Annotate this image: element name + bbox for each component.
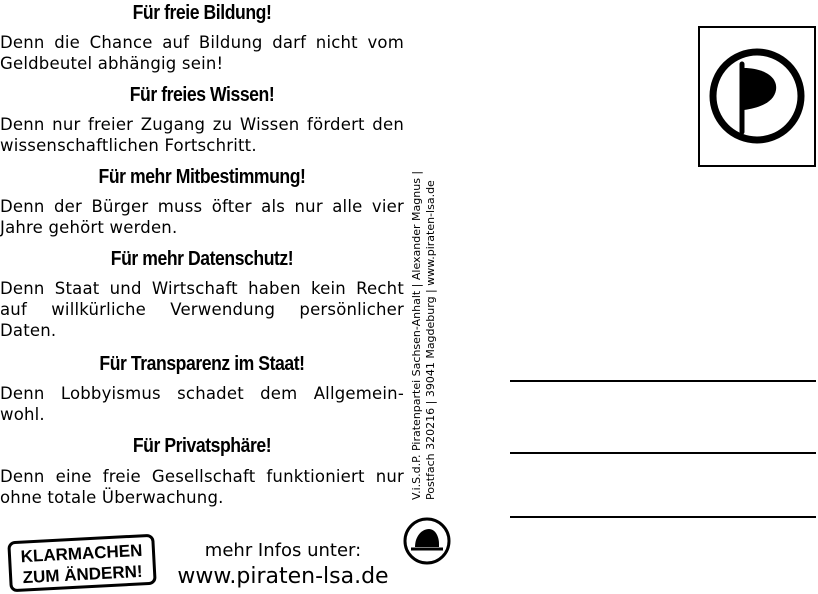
heading-datenschutz: Für mehr Datenschutz! [110,248,294,270]
text-freies-wissen: Denn nur freier Zugang zu Wissen fördert den wissenschaftlichen Fortschritt. [0,115,404,155]
slogan-line-1: KLARMACHEN [20,540,143,567]
slogan-line-2: ZUM ÄNDERN! [22,561,143,588]
text-privatsphaere: Denn eine freie Gesellschaft funktioniert nur ohne totale Überwachung. [0,467,404,507]
text-mitbestimmung: Denn der Bürger muss öfter als nur alle vier Jahre gehört werden. [0,197,404,237]
imprint-line-2: Postfach 320216 | 39041 Magdeburg | www.piraten-lsa.de [424,180,437,500]
imprint-line-1: V.i.S.d.P. Piratenpartei Sachsen-Anhalt | Alexander Magnus | [410,170,423,500]
text-freie-bildung: Denn die Chance auf Bildung darf nicht vom Geldbeutel abhängig sein! [0,33,404,73]
infos-label: mehr Infos unter: [204,540,362,561]
heading-freie-bildung: Für freie Bildung! [132,2,272,24]
pirate-ship-logo-icon [402,516,452,566]
address-line-1 [510,380,816,382]
imprint [410,155,438,500]
pirate-sail-logo-icon [700,28,814,165]
stamp-box [698,26,816,167]
address-line-2 [510,452,816,454]
heading-freies-wissen: Für freies Wissen! [129,84,275,106]
text-datenschutz: Denn Staat und Wirtschaft haben kein Recht auf willkürliche Verwendung persönlicher Daten. [0,279,404,340]
address-line-3 [510,516,816,518]
infos-url: www.piraten-lsa.de [177,564,389,589]
heading-mitbestimmung: Für mehr Mitbestimmung! [98,166,306,188]
klarmachen-badge [7,533,158,593]
text-transparenz: Denn Lobbyismus schadet dem Allgemein-wohl. [0,384,404,424]
heading-transparenz: Für Transparenz im Staat! [99,353,305,375]
heading-privatsphaere: Für Privatsphäre! [132,435,272,457]
